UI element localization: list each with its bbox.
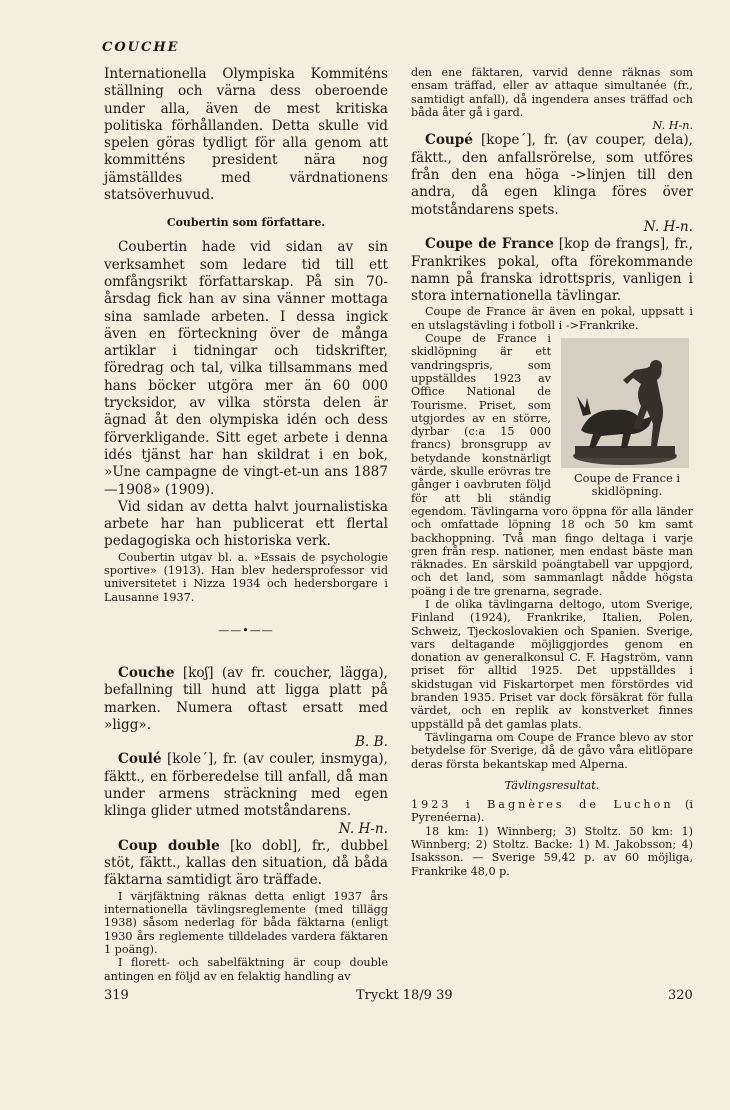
left-column	[104, 66, 388, 983]
results-body: 18 km: 1) Winnberg; 3) Stoltz. 50 km: 1) Winnberg; 2) Stoltz. Backe: 1) M. Jakobsson; 4) Isaksson. — Sverige 59,42 p. av 60 möjliga, Frankrike 48,0 p.	[411, 824, 693, 878]
photo-caption: Coupe de France i skidlöpning.	[573, 471, 681, 499]
running-head: COUCHE	[102, 40, 180, 55]
headword-couche: Couche	[118, 664, 175, 681]
signature-coule: N. H-n.	[338, 820, 388, 837]
section-subheading: Coubertin som författare.	[166, 216, 326, 230]
paragraph-olympic-committee: Internationella Olympiska Kommiténs ställning och värna dess oberoende under alla, även de mest kritiska politiska förhållanden. Detta skulle vid spelen göras tydligt för alla genom att kommitténs president nära nog jämställdes med värdnationens statsöverhuvud.	[104, 66, 388, 204]
entry-coupe-body: [kope´], fr. (av couper, dela), fäktt., den anfallsrörelse, som utföres från den ena höga ->linjen till den andra, då egen klinga föres över motståndarens spets.	[411, 132, 693, 218]
paragraph-coubertin-works: Vid sidan av detta halvt journalistiska arbete har han publicerat ett flertal pedagogiska och historiska verk.	[104, 498, 388, 550]
headword-coule: Coulé	[118, 751, 162, 768]
results-location	[411, 798, 693, 825]
entry-coule-body: [kole´], fr. (av couler, insmyga), fäktt., en förberedelse till anfall, då man under armens sträckning med egen klinga glider utmed motståndarens.	[104, 751, 388, 820]
paragraph-coubertin-author: Coubertin hade vid sidan av sin verksamhet som ledare tid till ett omfångsrikt författarskap. På sin 70-årsdag fick han av sina vänner mottaga sina samlade arbeten. I dessa ingick även en förteckning över de många artiklar i tidningar och tidskrifter, föredrag och tal, vilka tillsammans med hans böcker utgöra mer än 60 000 trycksidor, av vilka största delen är ägnad åt den olympiska idén och dess förverkligande. Sitt eget arbete i denna idés tjänst har han skildrat i en bok, »Une campagne de vingt-et-un ans 1887—1908» (1909).	[104, 239, 388, 498]
entry-coup-double-body: [ko dobl], fr., dubbel stöt, fäktt., kallas den situation, då båda fäktarna samtidigt äro träffade.	[104, 837, 389, 889]
paragraph-betydelse: Tävlingarna om Coupe de France blevo av stor betydelse för Sverige, då de gåvo våra elitlöpare deras första bekantskap med Alperna.	[411, 730, 693, 771]
entry-coupe-de-france	[411, 236, 693, 305]
entry-coupe-de-france-body: [kop də frangs], fr., Frankrikes pokal, ofta förekommande namn på franska idrottspris, vanligen i stora internationella tävlingar.	[411, 236, 694, 305]
headword-coupe: Coupé	[425, 132, 473, 149]
headword-coupe-de-france: Coupe de France	[425, 236, 554, 253]
paragraph-coubertin-essays: Coubertin utgav bl. a. »Essais de psychologie sportive» (1913). Han blev hedersprofessor vid universitetet i Nizza 1934 och hedersborgare i Lausanne 1937.	[104, 550, 388, 604]
results-location-spaced: 1923 i Bagnères de Luchon	[411, 798, 674, 812]
signature-couche: B. B.	[355, 734, 388, 751]
headword-coup-double: Coup double	[118, 837, 220, 854]
print-date: Tryckt 18/9 39	[356, 988, 453, 1003]
results-location-rest: (i Pyrenéerna).	[411, 798, 693, 825]
bronze-sculpture-photo	[561, 338, 689, 468]
right-column	[411, 66, 693, 878]
entry-coupe	[411, 132, 693, 218]
page-number-right: 320	[668, 988, 693, 1003]
paragraph-fotboll: Coupe de France är även en pokal, uppsatt i en utslagstävling i fotboll i ->Frankrike.	[411, 305, 693, 332]
results-heading: Tävlingsresultat.	[504, 778, 600, 792]
ornament-divider: ——•——	[218, 623, 274, 637]
paragraph-varjfaktning: I värjfäktning räknas detta enligt 1937 års internationella tävlingsreglemente (med tillägg 1938) såsom nederlag för båda fäktarna (enligt 1930 års reglemente tilldelades vardera fäktaren 1 poäng).	[104, 889, 388, 956]
signature-coupe: N. H-n.	[643, 218, 693, 235]
page-number-left: 319	[104, 988, 129, 1003]
paragraph-deltagare: I de olika tävlingarna deltogo, utom Sverige, Finland (1924), Frankrike, Italien, Polen, Schweiz, Tjeckoslovakien och Spanien. Sverige, vars deltagande möjliggjordes genom en donation av generalkonsul C. F. Hagström, vann priset för alltid 1925. Det uppställdes i skidstugan vid Fiskartorpet men förstördes vid branden 1935. Priset var dock försäkrat för fulla värdet, och en replik av konstverket finnes uppställd på det gamlas plats.	[411, 597, 693, 731]
entry-couche-body: [koʃ] (av fr. coucher, lägga), befallning till hund att ligga platt på marken. Numera oftast ersatt med »ligg».	[104, 664, 388, 733]
entry-couche	[104, 665, 388, 734]
entry-coup-double	[104, 838, 388, 890]
signature-coup-double: N. H-n.	[652, 119, 693, 133]
photo-figure	[561, 338, 693, 498]
paragraph-coup-double-cont: den ene fäktaren, varvid denne räknas som ensam träffad, eller av attaque simultanée (fr., samtidigt anfall), då ingendera anses träffad och båda åter gå i gard.	[411, 66, 693, 119]
paragraph-florett: I florett- och sabelfäktning är coup double antingen en följd av en felaktig handling av	[104, 956, 388, 983]
entry-coule	[104, 751, 388, 820]
paragraph-skidlopning: Coupe de France i skidlöpning är ett vandringspris, som uppställdes 1923 av Office National de Tourisme. Priset, som utgjordes av en större, dyrbar (c:a 15 000 francs) bronsgrupp av betydande konstnärligt värde, skulle erövras tre gånger i oavbruten följd för att bli ständig egendom. Tävlingarna voro öppna för alla länder och omfattade löpning 18 och 50 km samt backhoppning. Två man fingo deltaga i varje gren från resp. nationer, men endast bäste man räknades. En särskild poängtabell var uppgjord, och det land, som sammanlagt nådde högsta poäng i de tre grenarna, segrade.	[411, 332, 693, 598]
